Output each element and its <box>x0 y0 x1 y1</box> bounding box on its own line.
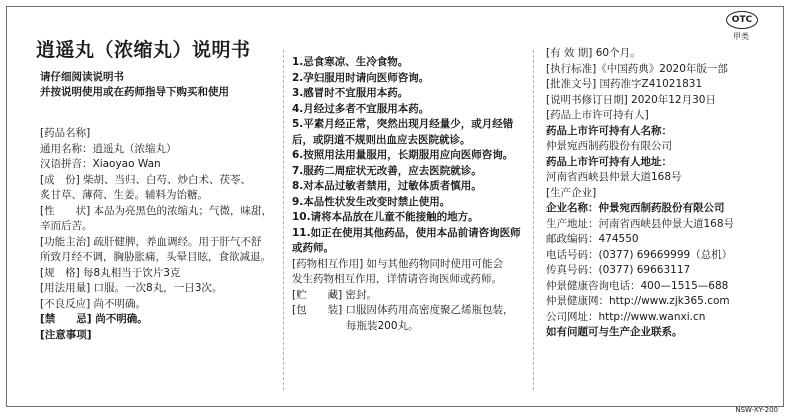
precaution-item: 11.如正在使用其他药品，使用本品前请咨询医师 <box>292 226 521 239</box>
mah-name: 仲景宛西制药股份有限公司 <box>546 140 672 152</box>
approval-number: [批准文号] 国药准字Z41021831 <box>546 78 703 90</box>
notice-line: 并按说明使用或在药师指导下购买和使用 <box>40 86 229 98</box>
otc-badge: OTC <box>726 11 758 29</box>
character-line: 辛而后苦。 <box>40 220 93 232</box>
manufacturer-heading: [生产企业] <box>546 186 597 199</box>
revision-date: [说明书修订日期] 2020年12月30日 <box>546 93 716 106</box>
ingredients-line: 炙甘草、薄荷、生姜。辅料为饴糖。 <box>40 189 208 201</box>
precaution-item: 1.忌食寒凉、生冷食物。 <box>292 56 409 68</box>
health-website: 仲景健康网：http://www.zjk365.com <box>546 295 730 307</box>
drug-name-heading: [药品名称] <box>40 127 91 139</box>
generic-name: 通用名称：逍遥丸（浓缩丸） <box>40 142 177 155</box>
precaution-item: 7.服药二周症状无改善，应去医院就诊。 <box>292 164 482 177</box>
precaution-item: 3.感冒时不宜服用本药。 <box>292 87 409 99</box>
precaution-item: 或药师。 <box>292 242 334 254</box>
interaction-line: [药物相互作用] 如与其他药物同时使用可能会 <box>292 257 504 270</box>
contact-note: 如有问题可与生产企业联系。 <box>546 326 683 338</box>
pinyin-name: 汉语拼音：Xiaoyao Wan <box>40 158 161 170</box>
indications-line: [功能主治] 疏肝健脾，养血调经。用于肝气不舒 <box>40 235 262 248</box>
adverse-reactions: [不良反应] 尚不明确。 <box>40 297 147 310</box>
precaution-item: 10.请将本品放在儿童不能接触的地方。 <box>292 211 479 223</box>
column-divider <box>283 50 284 390</box>
right-column <box>546 46 778 341</box>
mah-address: 河南省西峡县仲景大道168号 <box>546 171 682 183</box>
company-name: 企业名称：仲景宛西制药股份有限公司 <box>546 202 725 214</box>
validity: [有 效 期] 60个月。 <box>546 47 641 59</box>
specification: [规 格] 每8丸相当于饮片3克 <box>40 266 181 279</box>
precaution-item: 8.对本品过敏者禁用，过敏体质者慎用。 <box>292 180 482 192</box>
production-address: 生产地址：河南省西峡县仲景大道168号 <box>546 217 735 230</box>
precaution-item: 后，或阴道不规则出血应去医院就诊。 <box>292 133 471 146</box>
mah-name-label: 药品上市许可持有人名称： <box>546 124 672 137</box>
mah-heading: [药品上市许可持有人] <box>546 109 649 121</box>
standard: [执行标准]《中国药典》2020年版一部 <box>546 62 728 75</box>
precautions-heading: [注意事项] <box>40 328 92 341</box>
notice-line: 请仔细阅读说明书 <box>40 71 124 83</box>
precaution-item: 9.本品性状发生改变时禁止使用。 <box>292 195 451 208</box>
left-column <box>40 126 280 343</box>
interaction-line: 发生药物相互作用，详情请咨询医师或药师。 <box>292 273 502 285</box>
postcode: 邮政编码：474550 <box>546 233 639 245</box>
column-divider <box>533 50 534 390</box>
document-code: NSW-XY-200 <box>735 406 778 414</box>
ingredients-line: [成 份] 柴胡、当归、白芍、炒白术、茯苓、 <box>40 173 252 186</box>
hotline: 仲景健康咨询电话：400—1515—688 <box>546 279 729 292</box>
middle-column <box>292 55 530 334</box>
fax: 传真号码：(0377) 69663117 <box>546 264 691 276</box>
usage-dosage: [用法用量] 口服。一次8丸，一日3次。 <box>40 282 223 294</box>
mah-address-label: 药品上市许可持有人地址： <box>546 155 672 168</box>
leaflet-title: 逍遥丸（浓缩丸）说明书 <box>36 39 251 61</box>
phone: 电话号码：(0377) 69669999（总机） <box>546 248 733 261</box>
company-website: 公司网址：http://www.wanxi.cn <box>546 310 706 323</box>
character-line: [性 状] 本品为亮黑色的浓缩丸；气微，味甜， <box>40 204 273 217</box>
storage: [贮 藏] 密封。 <box>292 288 378 301</box>
precaution-item: 5.平素月经正常，突然出现月经量少，或月经错 <box>292 118 514 130</box>
contraindications: [禁 忌] 尚不明确。 <box>40 313 148 325</box>
reading-notice <box>40 70 229 100</box>
precaution-item: 4.月经过多者不宜服用本药。 <box>292 102 430 115</box>
precaution-item: 6.按照用法用量服用，长期服用应向医师咨询。 <box>292 149 514 161</box>
otc-category: 甲类 <box>733 32 749 41</box>
indications-line: 所致月经不调，胸胁胀痛，头晕目眩，食欲减退。 <box>40 251 271 263</box>
package-line: [包 装] 口服固体药用高密度聚乙烯瓶包装， <box>292 304 514 316</box>
package-line: 每瓶装200丸。 <box>346 319 419 332</box>
precaution-item: 2.孕妇服用时请向医师咨询。 <box>292 71 430 84</box>
